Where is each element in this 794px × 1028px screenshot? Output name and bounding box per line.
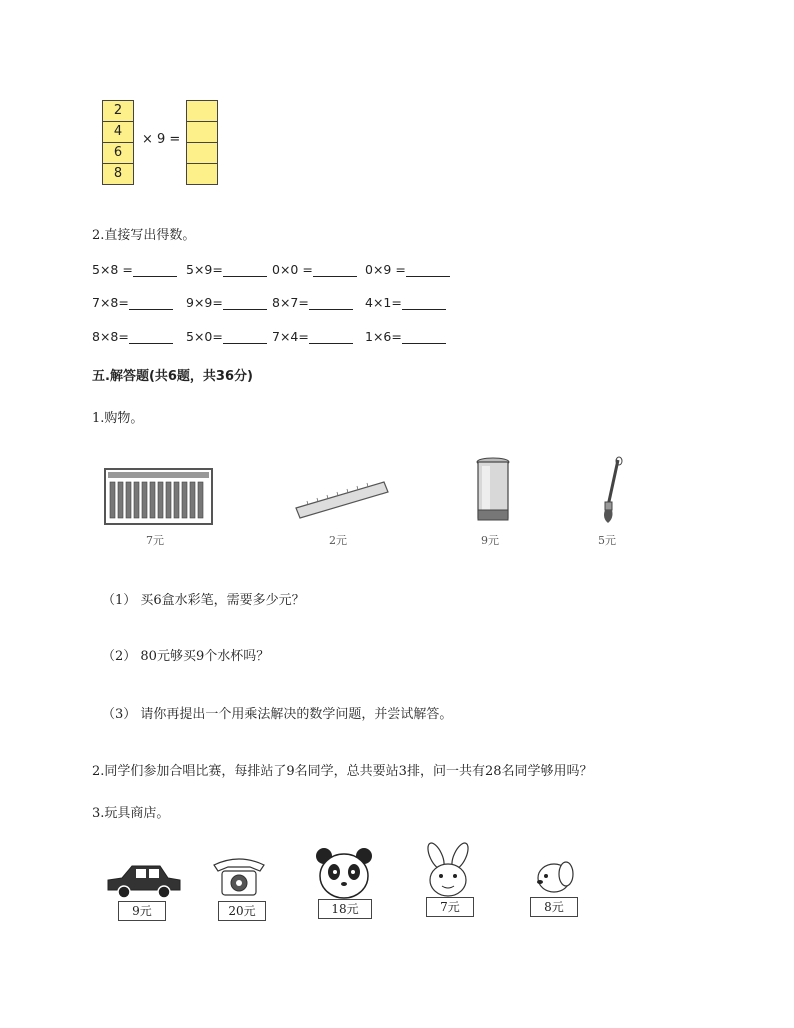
panda-price-tag: 18元	[318, 899, 372, 919]
answer-blank[interactable]	[223, 297, 267, 310]
equation: 8×7=	[272, 295, 353, 310]
answer-column	[186, 100, 218, 185]
answer-blank[interactable]	[129, 297, 173, 310]
equation: 9×9=	[186, 295, 267, 310]
times-nine-operator: × 9 =	[142, 132, 181, 147]
answer-cell[interactable]	[186, 164, 218, 185]
answer-cell[interactable]	[186, 143, 218, 164]
crayon-price: 7元	[146, 534, 164, 547]
answer-blank[interactable]	[406, 264, 450, 277]
equation: 7×4=	[272, 329, 353, 344]
answer-blank[interactable]	[133, 264, 177, 277]
factor-column	[102, 100, 134, 185]
factor-cell: 8	[102, 164, 134, 185]
factor-cell: 2	[102, 100, 134, 122]
equation: 4×1=	[365, 295, 446, 310]
equation: 0×9 =	[365, 262, 450, 277]
question-3-title: 3.玩具商店。	[92, 806, 170, 821]
sub-question-2: （2） 80元够买9个水杯吗？	[102, 649, 270, 664]
factor-cell: 6	[102, 143, 134, 164]
answer-blank[interactable]	[313, 264, 357, 277]
telephone-price-tag: 20元	[218, 901, 266, 921]
panda-icon	[314, 846, 374, 902]
equation: 1×6=	[365, 329, 446, 344]
dog-icon	[530, 852, 578, 896]
equation: 5×0=	[186, 329, 267, 344]
rabbit-price-tag: 7元	[426, 897, 474, 917]
factor-cell: 4	[102, 122, 134, 143]
ruler-price: 2元	[329, 534, 347, 547]
equation: 8×8=	[92, 329, 173, 344]
answer-cell[interactable]	[186, 100, 218, 122]
equation: 5×9=	[186, 262, 267, 277]
dog-price-tag: 8元	[530, 897, 578, 917]
answer-blank[interactable]	[309, 297, 353, 310]
question-2-title: 2.直接写出得数。	[92, 228, 196, 243]
brush-icon	[596, 456, 626, 526]
answer-blank[interactable]	[223, 331, 267, 344]
answer-blank[interactable]	[402, 331, 446, 344]
answer-blank[interactable]	[223, 264, 267, 277]
toy-car-icon	[104, 860, 184, 900]
sub-question-1: （1） 买6盒水彩笔，需要多少元？	[102, 593, 305, 608]
water-cup-icon	[474, 456, 512, 526]
telephone-icon	[210, 855, 268, 899]
answer-blank[interactable]	[309, 331, 353, 344]
section-5-heading: 五.解答题(共6题，共36分)	[92, 369, 253, 384]
question-1-title: 1.购物。	[92, 411, 144, 426]
cup-price: 9元	[481, 534, 499, 547]
crayon-box-icon	[104, 468, 214, 526]
equation: 0×0 =	[272, 262, 357, 277]
sub-question-3: （3） 请你再提出一个用乘法解决的数学问题，并尝试解答。	[102, 707, 453, 722]
equation: 5×8 =	[92, 262, 177, 277]
rabbit-icon	[418, 842, 478, 898]
answer-blank[interactable]	[129, 331, 173, 344]
question-2-choir: 2.同学们参加合唱比赛，每排站了9名同学，总共要站3排，问一共有28名同学够用吗？	[92, 764, 593, 779]
answer-blank[interactable]	[402, 297, 446, 310]
answer-cell[interactable]	[186, 122, 218, 143]
car-price-tag: 9元	[118, 901, 166, 921]
equation: 7×8=	[92, 295, 173, 310]
ruler-icon	[294, 478, 390, 520]
brush-price: 5元	[598, 534, 616, 547]
